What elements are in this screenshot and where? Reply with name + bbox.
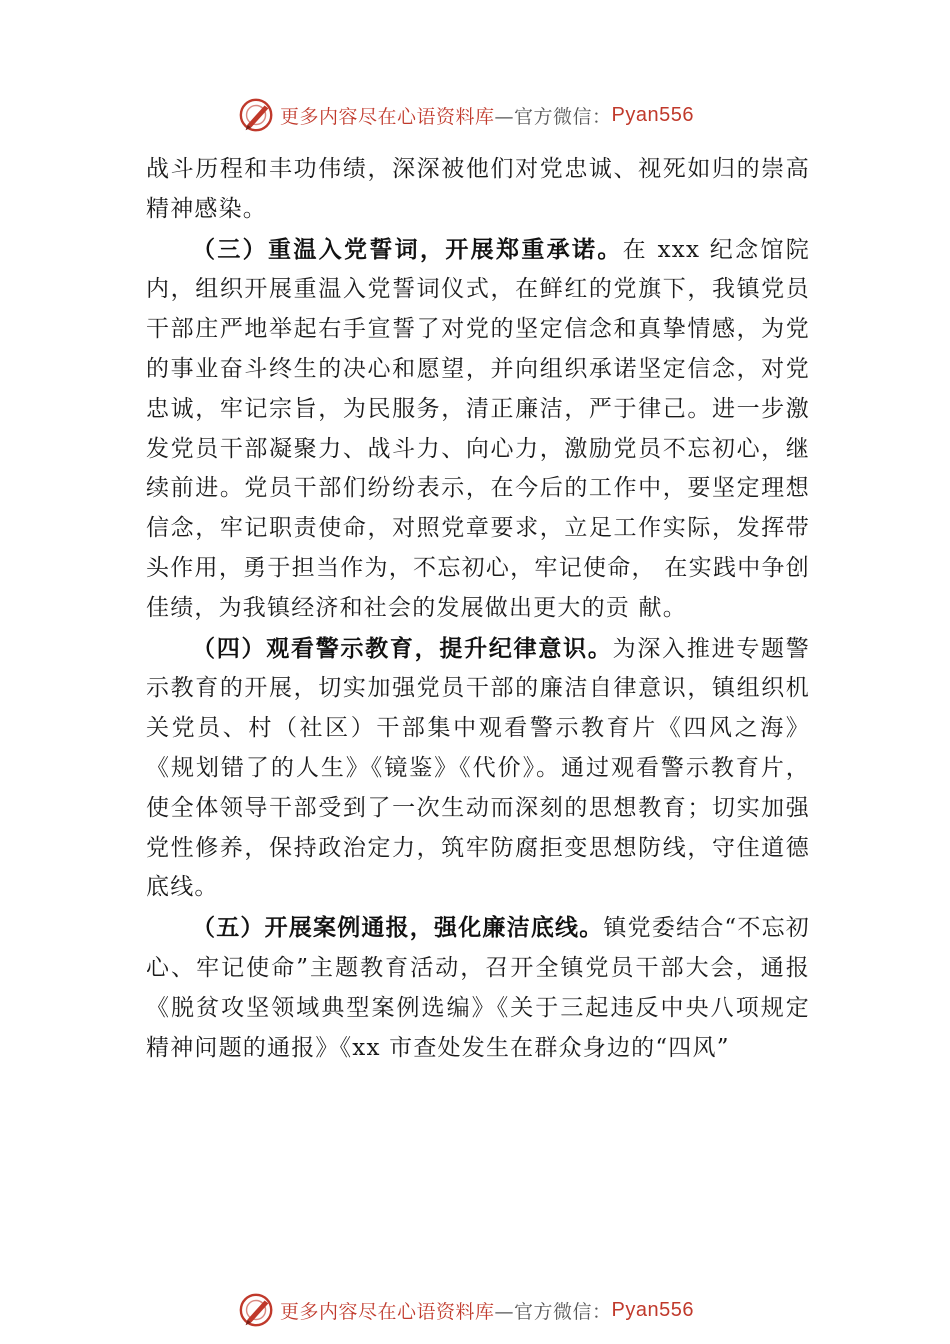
paragraph-continuation	[146, 150, 810, 230]
document-body	[146, 150, 810, 1068]
banner-wechat-id: Pyan556	[611, 103, 694, 126]
section-heading-5: （五）开展案例通报，强化廉洁底线。	[192, 914, 604, 942]
paragraph-body: 在 xxx 纪念馆院内，组织开展重温入党誓词仪式，在鲜红的党旗下，我镇党员干部庄严地举起右手宣誓了对党的坚定信念和真挚情感，为党的事业奋斗终生的决心和愿望，并向组织承诺坚定信念，对党忠诚，牢记宗旨，为民服务，清正廉洁，严于律己。进一步激发党员干部凝聚力、战斗力、向心力，激励党员不忘初心，继续前进。党员干部们纷纷表示，在今后的工作中，要坚定理想信念，牢记职责使命，对照党章要求，立足工作实际，发挥带头作用，勇于担当作为，不忘初心，牢记使命， 在实践中争创佳绩，为我镇经济和社会的发展做出更大的贡 献。	[146, 236, 810, 621]
banner-wechat-id: Pyan556	[611, 1298, 694, 1321]
footer-banner	[238, 1290, 738, 1330]
pen-logo-icon	[238, 1291, 276, 1329]
section-heading-4: （四）观看警示教育，提升纪律意识。	[192, 634, 613, 662]
banner-brand-text: 更多内容尽在心语资料库	[280, 105, 495, 128]
banner-brand-text: 更多内容尽在心语资料库	[280, 1300, 495, 1323]
paragraph-section-4	[146, 629, 810, 909]
paragraph-body: 战斗历程和丰功伟绩，深深被他们对党忠诚、视死如归的崇高精神感染。	[146, 156, 810, 222]
paragraph-body: 镇党委结合“不忘初心、牢记使命”主题教育活动，召开全镇党员干部大会，通报《脱贫攻坚领域典型案例选编》《关于三起违反中央八项规定精神问题的通报》《xx 市查处发生在群众身边的“四风”	[146, 915, 810, 1061]
banner-wechat-label: —官方微信：	[494, 1300, 612, 1323]
paragraph-body: 为深入推进专题警示教育的开展，切实加强党员干部的廉洁自律意识，镇组织机关党员、村（社区）干部集中观看警示教育片《四风之海》《规划错了的人生》《镜鉴》《代价》。通过观看警示教育片，使全体领导干部受到了一次生动而深刻的思想教育；切实加强党性修养，保持政治定力，筑牢防腐拒变思想防线，守住道德底线。	[146, 635, 810, 901]
section-heading-3: （三）重温入党誓词，开展郑重承诺。	[192, 235, 623, 263]
paragraph-section-3	[146, 230, 810, 629]
paragraph-section-5	[146, 908, 810, 1068]
banner-wechat-label: —官方微信：	[494, 105, 612, 128]
header-banner	[238, 95, 738, 135]
pen-logo-icon	[238, 96, 276, 134]
